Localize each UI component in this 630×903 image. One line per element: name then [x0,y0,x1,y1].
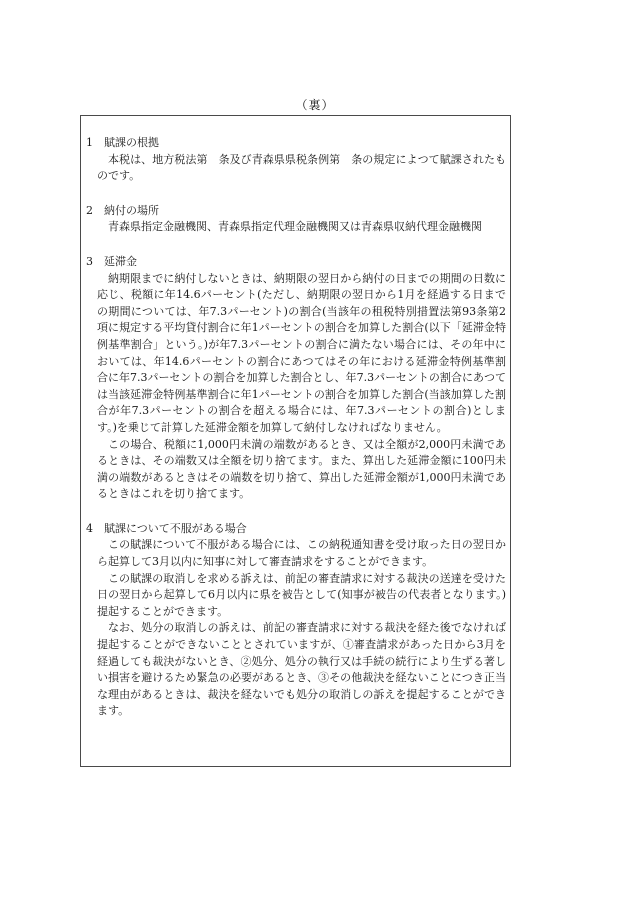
section-paragraph: 本税は、地方税法第 条及び青森県県税条例第 条の規定によつて賦課されたものです。 [97,152,506,183]
notice-body [86,135,506,720]
section-paragraph: なお、処分の取消しの訴えは、前記の審査請求に対する裁決を経た後でなければ提起することができないこととされていますが、①審査請求があった日から3月を経過しても裁決がないとき、②処分、処分の執行又は手続の続行により生ずる著しい損害を避けるため緊急の必要があるとき、③その他裁決を経ないことにつき正当な理由があるときは、裁決を経ないでも処分の取消しの訴えを提起することができます。 [97,621,506,718]
section-paragraph: この賦課について不服がある場合には、この納税通知書を受け取った日の翌日から起算して3月以内に知事に対して審査請求をすることができます。 [97,538,506,569]
section-paragraph: 納期限までに納付しないときは、納期限の翌日から納付の日までの期間の日数に応じ、税額に年14.6パーセント(ただし、納期限の翌日から1月を経過する日までの期間については、年7.3パーセント)の割合(当該年の租税特別措置法第93条第2項に規定する平均貸付割合に年1パーセントの割合を加算した割合(以下「延滞金特例基準割合」という。)が年7.3パーセントの割合に満たない場合には、その年中においては、年14.6パーセントの割合にあつてはその年における延滞金特例基準割合に年7.3パーセントの割合を加算した割合とし、年7.3パーセントの割合にあつては当該延滞金特例基準割合に年1パーセントの割合を加算した割合(当該加算した割合が年7.3パーセントの割合を超える場合には、年7.3パーセントの割合)とします。)を乗じて計算した延滞金額を加算して納付しなければなりません。 [97,271,506,434]
section-late-charge [86,254,506,503]
section-title: 賦課について不服がある場合 [104,521,247,535]
section-number: 4 [86,521,93,535]
section-number: 2 [86,203,93,217]
section-paragraph: この場合、税額に1,000円未満の端数があるとき、又は全額が2,000円未満であるときは、その端数又は全額を切り捨てます。また、算出した延滞金額に100円未満の端数があるときはその端数を切り捨て、算出した延滞金額が1,000円未満であるときはこれを切り捨てます。 [97,437,506,501]
section-paragraph: この賦課の取消しを求める訴えは、前記の審査請求に対する裁決の送達を受けた日の翌日から起算して6月以内に県を被告として(知事が被告の代表者となります。)提起することができます。 [97,571,506,618]
section-heading [86,203,506,220]
section-title: 賦課の根拠 [104,136,159,149]
section-number: 3 [86,254,93,268]
page-title: （裏） [295,98,335,112]
section-title: 納付の場所 [104,203,159,217]
section-number: 1 [86,136,93,149]
section-paragraph: 青森県指定金融機関、青森県指定代理金融機関又は青森県収納代理金融機関 [108,220,482,234]
section-title: 延滞金 [104,254,137,268]
section-heading [86,521,506,538]
section-heading [86,254,506,271]
section-objection [86,521,506,720]
section-payment-place [86,203,506,236]
section-tax-basis [86,135,506,185]
section-heading [86,135,506,152]
